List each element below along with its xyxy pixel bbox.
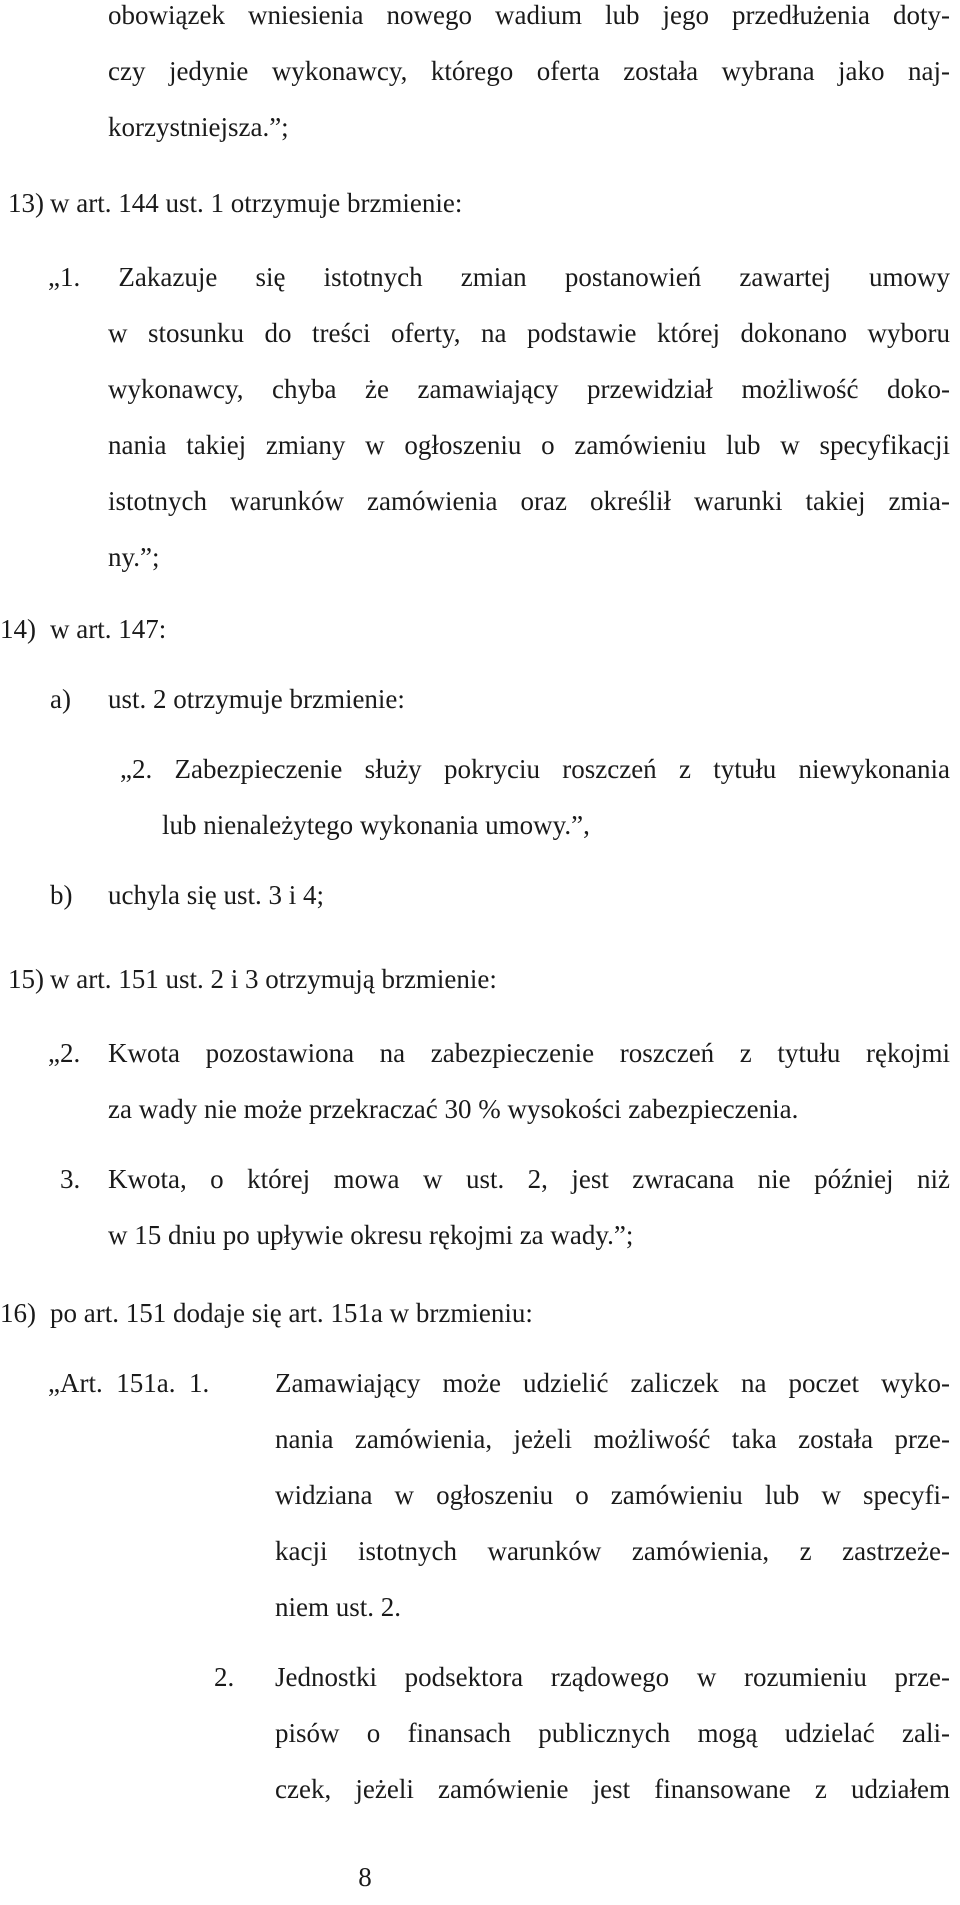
subitem-label: a) <box>50 684 71 714</box>
text-line: obowiązek wniesienia nowego wadium lub jego przedłużenia doty- <box>108 0 950 30</box>
article-line: pisów o finansach publicznych mogą udzielać zali- <box>275 1718 950 1748</box>
article-line: niem ust. 2. <box>275 1592 401 1622</box>
item-number: 16) <box>0 1298 36 1328</box>
quote-line: ny.”; <box>108 542 160 572</box>
quote-line: „2. Zabezpieczenie służy pokryciu roszczeń z tytułu niewykonania <box>120 754 950 784</box>
article-line: Zamawiający może udzielić zaliczek na poczet wyko- <box>275 1368 950 1398</box>
article-line: widziana w ogłoszeniu o zamówieniu lub w specyfi- <box>275 1480 950 1510</box>
item-heading: w art. 144 ust. 1 otrzymuje brzmienie: <box>50 188 463 218</box>
subitem-text: ust. 2 otrzymuje brzmienie: <box>108 684 405 714</box>
item-heading: w art. 147: <box>50 614 167 644</box>
article-label: „Art. 151a. 1. <box>48 1368 210 1398</box>
paragraph-label: 3. <box>60 1164 81 1194</box>
paragraph-line: Kwota, o której mowa w ust. 2, jest zwracana nie później niż <box>108 1164 950 1194</box>
article-line: kacji istotnych warunków zamówienia, z zastrzeże- <box>275 1536 950 1566</box>
item-number: 15) <box>8 964 44 994</box>
quote-line: wykonawcy, chyba że zamawiający przewidział możliwość doko- <box>108 374 950 404</box>
item-heading: w art. 151 ust. 2 i 3 otrzymują brzmienie: <box>50 964 497 994</box>
quote-line: lub nienależytego wykonania umowy.”, <box>162 810 590 840</box>
paragraph-line: Kwota pozostawiona na zabezpieczenie roszczeń z tytułu rękojmi <box>108 1038 950 1068</box>
article-line: czek, jeżeli zamówienie jest finansowane z udziałem <box>275 1774 950 1804</box>
article-line: nania zamówienia, jeżeli możliwość taka została prze- <box>275 1424 950 1454</box>
text-line: czy jedynie wykonawcy, którego oferta została wybrana jako naj- <box>108 56 950 86</box>
paragraph-label: „2. <box>48 1038 81 1068</box>
quote-line: nania takiej zmiany w ogłoszeniu o zamówieniu lub w specyfikacji <box>108 430 950 460</box>
quote-line: „1. Zakazuje się istotnych zmian postanowień zawartej umowy <box>48 262 950 292</box>
item-number: 14) <box>0 614 36 644</box>
quote-line: w stosunku do treści oferty, na podstawie której dokonano wyboru <box>108 318 950 348</box>
article-line: Jednostki podsektora rządowego w rozumieniu prze- <box>275 1662 950 1692</box>
paragraph-label: 2. <box>214 1662 235 1692</box>
paragraph-line: za wady nie może przekraczać 30 % wysokości zabezpieczenia. <box>108 1094 799 1124</box>
text-line: korzystniejsza.”; <box>108 112 289 142</box>
subitem-text: uchyla się ust. 3 i 4; <box>108 880 324 910</box>
quote-line: istotnych warunków zamówienia oraz określił warunki takiej zmia- <box>108 486 950 516</box>
paragraph-line: w 15 dniu po upływie okresu rękojmi za wady.”; <box>108 1220 634 1250</box>
item-heading: po art. 151 dodaje się art. 151a w brzmieniu: <box>50 1298 533 1328</box>
item-number: 13) <box>8 188 44 218</box>
page-number: 8 <box>358 1862 372 1892</box>
subitem-label: b) <box>50 880 73 910</box>
